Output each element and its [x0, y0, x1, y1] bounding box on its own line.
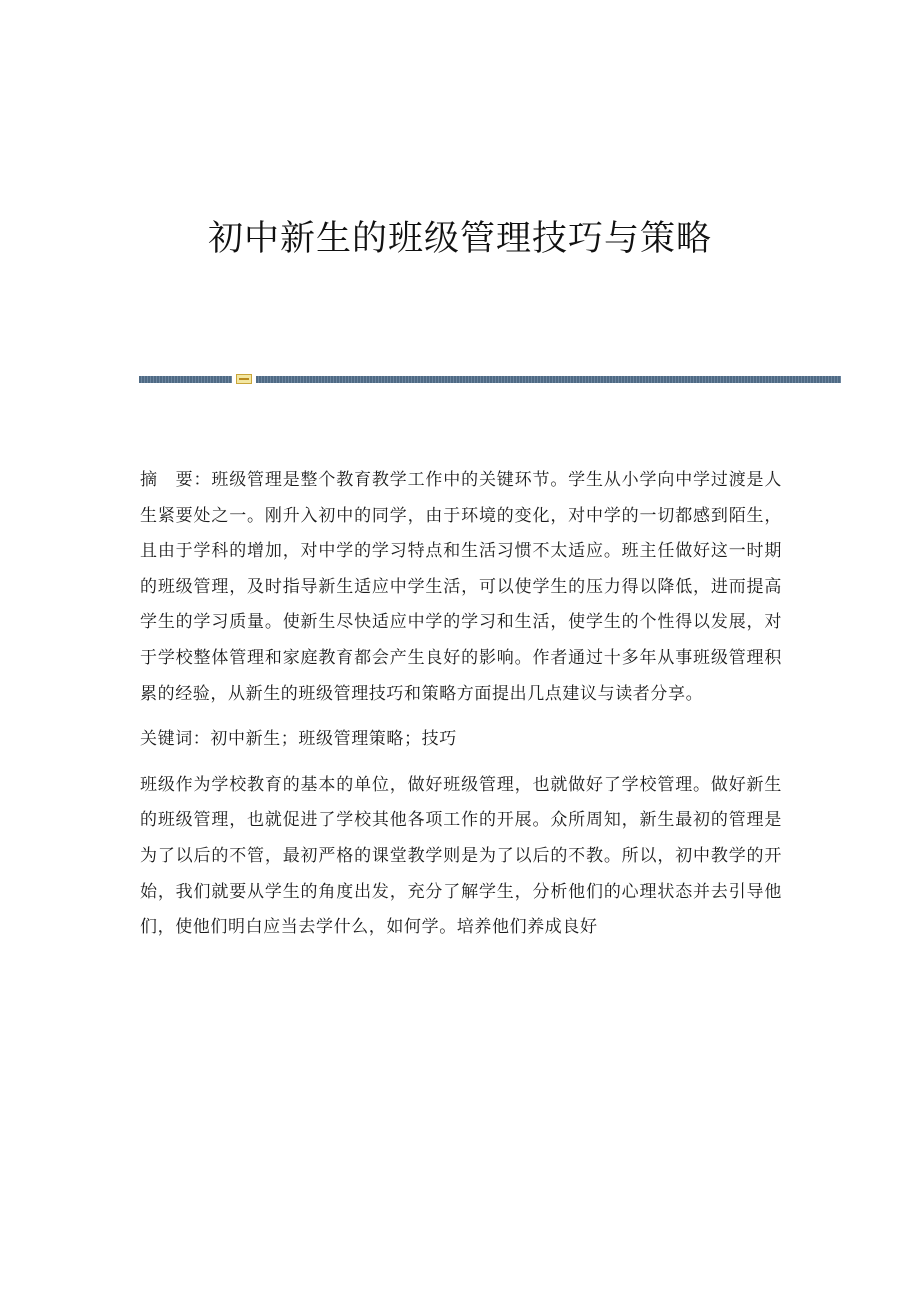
divider-bar-right — [256, 376, 841, 383]
divider-ornament-icon — [236, 374, 252, 384]
abstract-paragraph: 摘 要：班级管理是整个教育教学工作中的关键环节。学生从小学向中学过渡是人生紧要处之一。刚升入初中的同学，由于环境的变化，对中学的一切都感到陌生，且由于学科的增加，对中学的学习特点和生活习惯不太适应。班主任做好这一时期的班级管理，及时指导新生适应中学生活，可以使学生的压力得以降低，进而提高学生的学习质量。使新生尽快适应中学的学习和生活，使学生的个性得以发展，对于学校整体管理和家庭教育都会产生良好的影响。作者通过十多年从事班级管理积累的经验，从新生的班级管理技巧和策略方面提出几点建议与读者分享。 — [140, 470, 782, 704]
body-paragraph: 班级作为学校教育的基本的单位，做好班级管理，也就做好了学校管理。做好新生的班级管理，也就促进了学校其他各项工作的开展。众所周知，新生最初的管理是为了以后的不管，最初严格的课堂教学则是为了以后的不教。所以，初中教学的开始，我们就要从学生的角度出发，充分了解学生，分析他们的心理状态并去引导他们，使他们明白应当去学什么，如何学。培养他们养成良好 — [140, 774, 782, 938]
document-body — [140, 463, 782, 946]
page-title: 初中新生的班级管理技巧与策略 — [207, 219, 712, 259]
divider-bar-left — [139, 376, 232, 383]
title-divider — [139, 374, 841, 384]
keywords-line: 关键词：初中新生；班级管理策略；技巧 — [140, 729, 457, 750]
